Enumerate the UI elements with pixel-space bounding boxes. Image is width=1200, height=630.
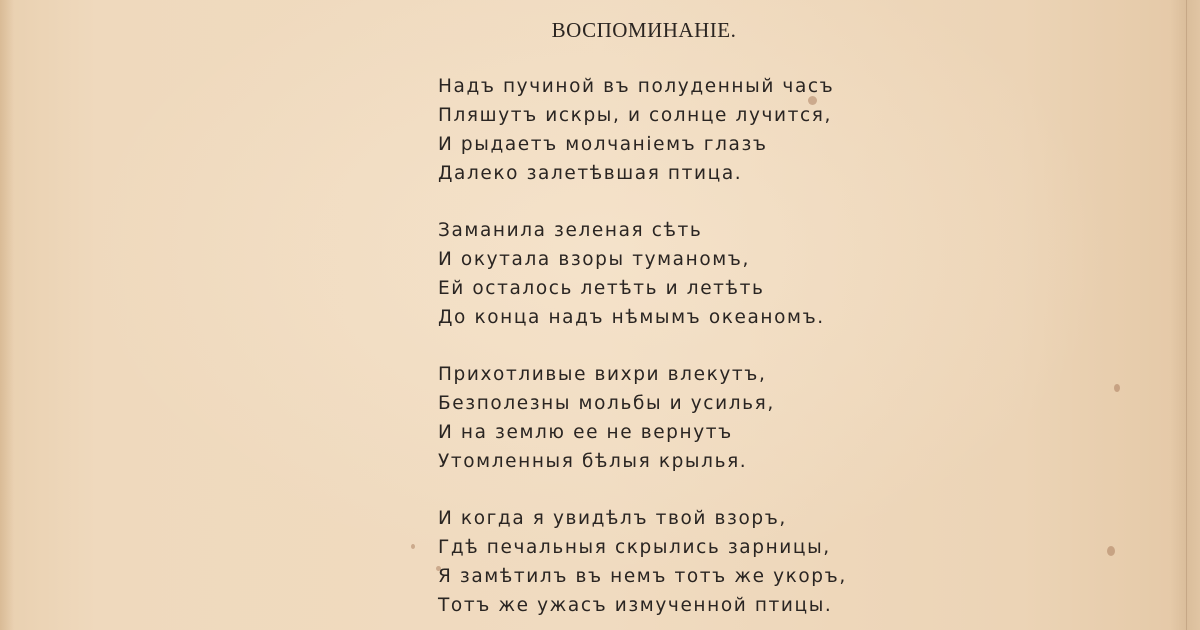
poem-stanza — [438, 72, 847, 188]
poem-line: Тотъ же ужасъ измученной птицы. — [438, 595, 833, 616]
poem-stanza — [438, 504, 847, 620]
poem-body — [438, 72, 847, 630]
poem-line: Прихотливые вихри влекутъ, — [438, 364, 767, 385]
paper-stain — [411, 544, 415, 549]
poem-line: Заманила зеленая сѣть — [438, 220, 703, 241]
page-fold-line — [1186, 0, 1187, 630]
page-left-edge — [0, 0, 14, 630]
poem-line: Далеко залетѣвшая птица. — [438, 163, 743, 184]
poem-line: И когда я увидѣлъ твой взоръ, — [438, 508, 787, 529]
poem-line: Гдѣ печальныя скрылись зарницы, — [438, 537, 831, 558]
poem-stanza — [438, 360, 847, 476]
poem-line: Безполезны мольбы и усилья, — [438, 393, 775, 414]
poem-line: И окутала взоры туманомъ, — [438, 249, 750, 270]
poem-line: И рыдаетъ молчаніемъ глазъ — [438, 134, 768, 155]
poem-line: Пляшутъ искры, и солнце лучится, — [438, 105, 833, 126]
paper-stain — [1107, 546, 1115, 556]
poem-line: И на землю ее не вернутъ — [438, 422, 733, 443]
poem-line: До конца надъ нѣмымъ океаномъ. — [438, 307, 825, 328]
poem-line: Утомленныя бѣлыя крылья. — [438, 451, 748, 472]
poem-title: ВОСПОМИНАНІЕ. — [551, 18, 737, 42]
poem-line: Я замѣтилъ въ немъ тотъ же укоръ, — [438, 566, 847, 587]
poem-line: Надъ пучиной въ полуденный часъ — [438, 76, 835, 97]
page-fold-shadow — [1170, 0, 1200, 630]
poem-stanza — [438, 216, 847, 332]
paper-stain — [1114, 384, 1120, 392]
poem-line: Ей осталось летѣть и летѣть — [438, 278, 765, 299]
